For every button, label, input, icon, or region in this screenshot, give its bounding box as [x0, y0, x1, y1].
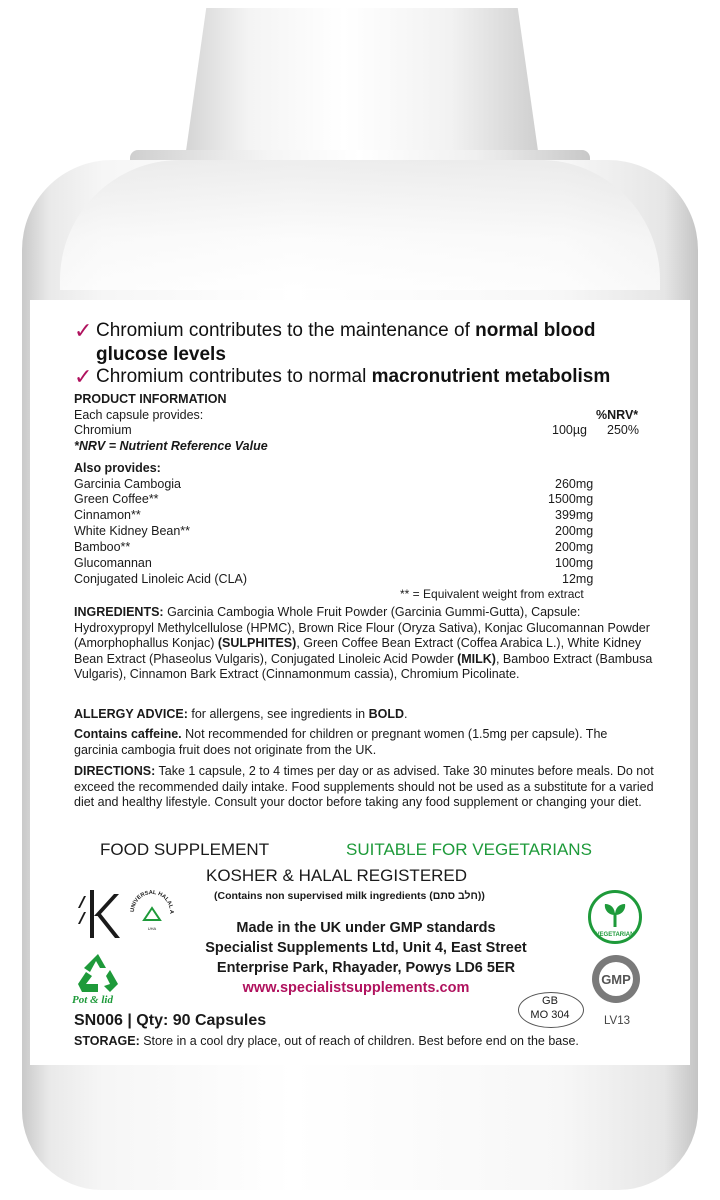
- chromium-amount: 100µg: [552, 423, 588, 437]
- food-supplement: FOOD SUPPLEMENT: [100, 840, 270, 859]
- product-code: SN006 | Qty: 90 Capsules: [74, 1012, 267, 1029]
- nutrient-name: Bamboo**: [74, 540, 131, 554]
- kosher-logo: [76, 888, 124, 940]
- gb-code-2: MO 304: [530, 1009, 570, 1021]
- nutrient-amount: 100mg: [555, 556, 594, 570]
- allergy-advice: ALLERGY ADVICE: for allergens, see ingredients in BOLD.: [74, 707, 408, 721]
- bottle-cap: [185, 8, 539, 158]
- nrv-note: *NRV = Nutrient Reference Value: [74, 439, 268, 453]
- halal-sub: UHA: [147, 926, 157, 931]
- kosher-halal: KOSHER & HALAL REGISTERED: [206, 866, 468, 885]
- website-link[interactable]: www.specialistsupplements.com: [242, 980, 470, 996]
- claim-2: Chromium contributes to normal macronutrient metabolism: [96, 366, 611, 387]
- directions: DIRECTIONS: Take 1 capsule, 2 to 4 times per day or as advised. Take 30 minutes before meals. Do not exceed the recommended daily intake. Food supplements should not be used as a substitute for a varied diet and healthy lifestyle. Consult your doctor before taking any food supplement or changing your diet.: [74, 764, 654, 809]
- storage: STORAGE: Store in a cool dry place, out of reach of children. Best before end on the base.: [74, 1034, 579, 1048]
- vegetarian-text: SUITABLE FOR VEGETARIANS: [346, 840, 592, 859]
- nutrient-name: White Kidney Bean**: [74, 524, 191, 538]
- product-info-title: PRODUCT INFORMATION: [74, 392, 227, 406]
- nutrient-name: Conjugated Linoleic Acid (CLA): [74, 572, 248, 586]
- ingredients: INGREDIENTS: Garcinia Cambogia Whole Fruit Powder (Garcinia Gummi-Gutta), Capsule: Hydroxypropyl Methylcellulose (HPMC), Brown Rice Flour (Oryza Sativa), Konjac Glucomannan Powder (Amorphophallus Konjac) (SULPHITES), Green Coffee Bean Extract (Coffea Arabica L.), White Kidney Bean Extract (Phaseolus Vulgaris), Conjugated Linoleic Acid Powder (MILK), Bamboo Extract (Bambusa Vulgaris), Cinnamon Bark Extract (Cinnamonmum cassia), Chromium Picolinate.: [74, 605, 653, 681]
- company-address: Enterprise Park, Rhayader, Powys LD6 5ER: [216, 960, 516, 976]
- recycle-caption: Pot & lid: [72, 994, 113, 1006]
- recycle-icon: [72, 950, 124, 996]
- gmp-text: GMP: [601, 972, 631, 987]
- nutrient-amount: 200mg: [555, 524, 594, 538]
- nutrient-name: Glucomannan: [74, 556, 152, 570]
- bottle-shoulder: [60, 160, 660, 290]
- nutrient-name: Green Coffee**: [74, 492, 159, 506]
- gmp-badge: [592, 955, 640, 1003]
- vegetarian-badge: [588, 890, 642, 944]
- nutrient-amount: 12mg: [562, 572, 594, 586]
- veg-badge-text: VEGETARIAN: [595, 932, 635, 938]
- company-name: Specialist Supplements Ltd, Unit 4, East Street: [205, 940, 527, 956]
- also-provides-title: Also provides:: [74, 461, 161, 475]
- nutrient-name: Cinnamon**: [74, 508, 141, 522]
- gb-code-1: GB: [542, 995, 558, 1007]
- chromium-name: Chromium: [74, 423, 132, 437]
- lv-code: LV13: [604, 1015, 631, 1027]
- nutrient-amount: 200mg: [555, 540, 594, 554]
- claim-1-line2: glucose levels: [96, 344, 226, 365]
- nutrient-amount: 1500mg: [548, 492, 594, 506]
- halal-badge: [126, 886, 178, 938]
- made-in-uk: Made in the UK under GMP standards: [236, 920, 496, 936]
- nutrient-name: Garcinia Cambogia: [74, 477, 181, 491]
- halal-ring-text: UNIVERSAL HALAL A: [129, 889, 175, 914]
- nrv-header: %NRV*: [596, 408, 639, 422]
- nutrient-amount: 260mg: [555, 477, 594, 491]
- nutrient-amount: 399mg: [555, 508, 594, 522]
- milk-note: (Contains non supervised milk ingredients (חלב סתם)): [214, 890, 485, 902]
- extract-footnote: ** = Equivalent weight from extract: [400, 587, 584, 601]
- claim-1: Chromium contributes to the maintenance of normal blood: [96, 320, 596, 341]
- check-icon: ✓: [74, 318, 93, 343]
- chromium-nrv: 250%: [607, 423, 639, 437]
- caffeine-warning: Contains caffeine. Not recommended for children or pregnant women (1.5mg per capsule). The garcinia cambogia fruit does not originate from the UK.: [74, 727, 608, 757]
- each-capsule: Each capsule provides:: [74, 408, 204, 422]
- check-icon: ✓: [74, 364, 93, 389]
